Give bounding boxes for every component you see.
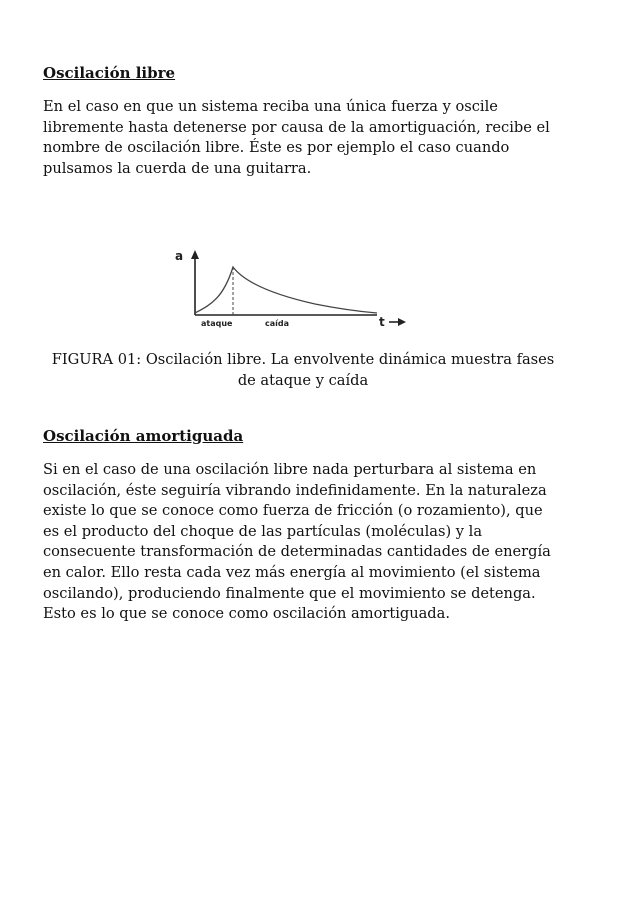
x-axis-label: t (379, 315, 385, 329)
section-heading-oscilacion-amortiguada: Oscilación amortiguada (43, 427, 244, 445)
phase-attack-label: ataque (201, 319, 233, 328)
section-heading-oscilacion-libre: Oscilación libre (43, 64, 176, 82)
paragraph-line: Si en el caso de una oscilación libre nada perturbara al sistema en (43, 461, 537, 478)
paragraph-line: libremente hasta detenerse por causa de la amortiguación, recibe el (43, 118, 550, 136)
paragraph-line: En el caso en que un sistema reciba una única fuerza y oscile (43, 98, 498, 115)
envelope-curve (195, 267, 377, 313)
caption-line: de ataque y caída (237, 371, 369, 389)
phase-decay-label: caída (265, 319, 290, 328)
y-axis-label: a (175, 249, 184, 263)
envelope-figure (165, 245, 415, 335)
paragraph-line: pulsamos la cuerda de una guitarra. (43, 159, 312, 177)
paragraph-line: en calor. Ello resta cada vez más energía al movimiento (el sistema (43, 563, 541, 581)
paragraph-line: consecuente transformación de determinadas cantidades de energía (43, 543, 551, 561)
paragraph-line: oscilando), produciendo finalmente que el movimiento se detenga. (43, 584, 536, 602)
t-arrow-head (398, 318, 406, 326)
paragraph-line: Esto es lo que se conoce como oscilación amortiguada. (43, 605, 450, 623)
figure-caption (43, 350, 563, 391)
paragraph-oscilacion-libre (43, 97, 563, 179)
paragraph-line: oscilación, éste seguiría vibrando indefinidamente. En la naturaleza (43, 481, 547, 499)
paragraph-oscilacion-amortiguada (43, 460, 563, 625)
y-axis-arrow (191, 250, 199, 259)
paragraph-line: es el producto del choque de las partículas (moléculas) y la (43, 522, 483, 540)
paragraph-line: nombre de oscilación libre. Éste es por ejemplo el caso cuando (43, 139, 510, 157)
caption-line: FIGURA 01: Oscilación libre. La envolvente dinámica muestra fases (51, 351, 555, 368)
paragraph-line: existe lo que se conoce como fuerza de fricción (o rozamiento), que (43, 502, 543, 520)
